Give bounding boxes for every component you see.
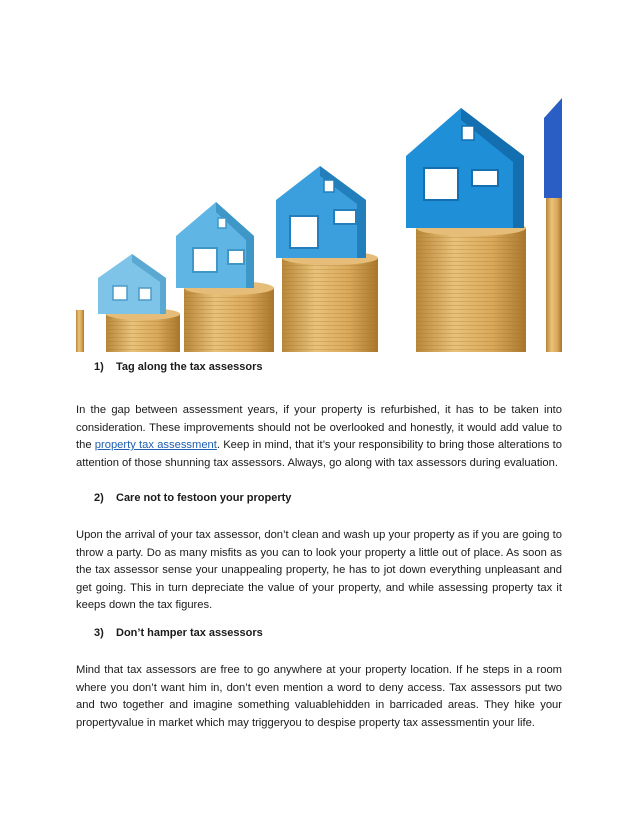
houses-coins-illustration: [76, 78, 562, 352]
section-1-number: 1): [94, 361, 104, 373]
house-stack-4: [406, 108, 526, 352]
section-1-text-before-link: In the gap between assessment years, if your property is refurbished, it has to be taken into consideration. These improvements should not be overlooked and honestly, it would add value to the: [76, 404, 562, 452]
section-1-heading: [94, 361, 263, 373]
section-3-heading: [94, 627, 263, 639]
coin-stack-0: [76, 310, 84, 352]
house-stack-1: [98, 254, 180, 352]
section-2-paragraph: Upon the arrival of your tax assessor, don’t clean and wash up your property as if you are going to throw a party. Do as many misfits as you can to look your property a little out of place. As soon as the tax assessor sense your unappealing property, he has to jot down everything unpleasant and get going. This in turn depreciate the value of your property, and while assessing property tax it keeps down the tax figures.: [76, 529, 562, 612]
section-1-text-after-link: . Keep in mind, that it’s your responsibility to bring those alterations to attention of those shunning tax assessors. Always, go along with tax assessors during evaluation.: [76, 439, 562, 469]
house-stack-3: [276, 166, 378, 352]
section-2-title: Care not to festoon your property: [116, 492, 292, 504]
section-3-title: Don’t hamper tax assessors: [116, 627, 263, 639]
section-2-heading: [94, 492, 291, 504]
houses-on-coin-stacks-image: [76, 78, 562, 352]
section-2-number: 2): [94, 492, 104, 504]
section-1-title: Tag along the tax assessors: [116, 361, 263, 373]
section-3-number: 3): [94, 627, 104, 639]
section-3-paragraph: Mind that tax assessors are free to go anywhere at your property location. If he steps in a room where you don’t want him in, don’t even mention a word to deny access. Tax assessors put two and two together and imagine something valuablehidden in barricaded areas. They hike your propertyvalue in market which may triggeryou to despise property tax assessmentin your life.: [76, 664, 562, 729]
section-1-paragraph: [76, 402, 562, 472]
property-tax-assessment-link[interactable]: property tax assessment: [94, 439, 217, 452]
house-stack-2: [176, 202, 274, 352]
house-stack-5: [544, 98, 562, 352]
